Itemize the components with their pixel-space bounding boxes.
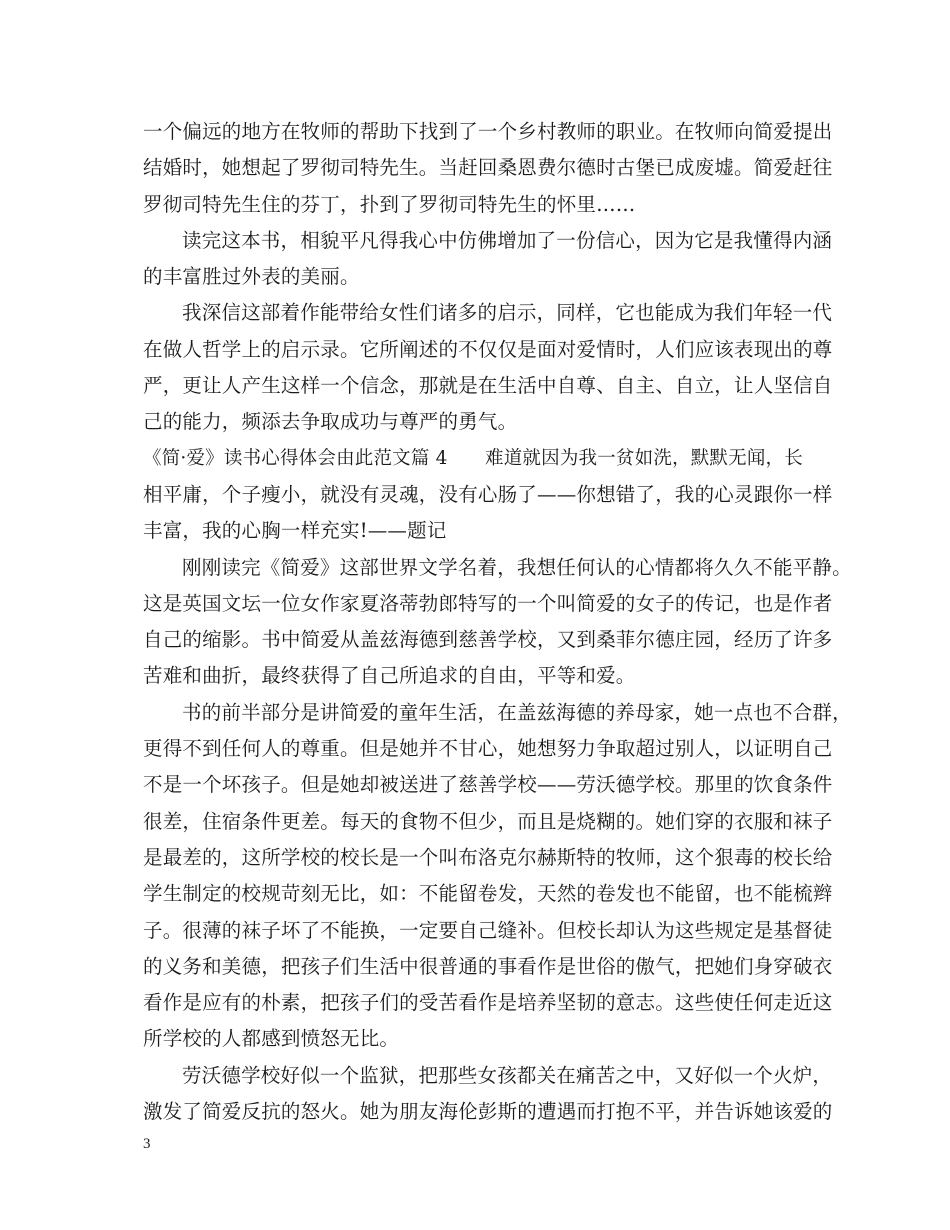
text-line: 己的能力，频添去争取成功与尊严的勇气。 [143, 410, 518, 434]
text-line: 在做人哲学上的启示录。它所阐述的不仅仅是面对爱情时，人们应该表现出的尊 [143, 337, 833, 361]
text-line: 子。很薄的袜子坏了不能换，一定要自己缝补。但校长却认为这些规定是基督徒 [143, 918, 833, 942]
text-line: 我深信这部着作能带给女性们诸多的启示，同样，它也能成为我们年轻一代 [182, 301, 833, 325]
text-line: 激发了简爱反抗的怒火。她为朋友海伦彭斯的遭遇而打抱不平，并告诉她该爱的 [143, 1100, 833, 1124]
text-line: 相平庸，个子瘦小，就没有灵魂，没有心肠了——你想错了，我的心灵跟你一样 [143, 482, 833, 506]
text-line: 自己的缩影。书中简爱从盖兹海德到慈善学校，又到桑菲尔德庄园，经历了许多 [143, 628, 833, 652]
text-line: 看作是应有的朴素，把孩子们的受苦看作是培养坚韧的意志。这些使任何走近这 [143, 991, 833, 1015]
text-line: 不是一个坏孩子。但是她却被送进了慈善学校——劳沃德学校。那里的饮食条件 [143, 773, 833, 797]
text-line: 一个偏远的地方在牧师的帮助下找到了一个乡村教师的职业。在牧师向简爱提出 [143, 120, 833, 143]
text-line: 的丰富胜过外表的美丽。 [143, 265, 360, 289]
text-line: 读完这本书，相貌平凡得我心中仿佛增加了一份信心，因为它是我懂得内涵 [182, 228, 833, 252]
text-line: 罗彻司特先生住的芬丁，扑到了罗彻司特先生的怀里…… [143, 192, 636, 216]
text-line: 很差，住宿条件更差。每天的食物不但少，而且是烧糊的。她们穿的衣服和袜子 [143, 809, 833, 833]
text-line: 刚刚读完《简爱》这部世界文学名着，我想任何认的心情都将久久不能平静。 [182, 555, 852, 579]
text-line: 劳沃德学校好似一个监狱，把那些女孩都关在痛苦之中，又好似一个火炉， [182, 1063, 833, 1087]
text-line: 是最差的，这所学校的校长是一个叫布洛克尔赫斯特的牧师，这个狠毒的校长给 [143, 845, 833, 869]
text-line: 苦难和曲折，最终获得了自己所追求的自由，平等和爱。 [143, 664, 636, 688]
text-line: 书的前半部分是讲简爱的童年生活，在盖兹海德的养母家，她一点也不合群， [182, 700, 852, 724]
text-line: 学生制定的校规苛刻无比，如：不能留卷发，天然的卷发也不能留，也不能梳辫 [143, 882, 833, 906]
text-line: 所学校的人都感到愤怒无比。 [143, 1027, 400, 1051]
page-number: 3 [143, 1136, 151, 1152]
section-heading-line: 《简·爱》读书心得体会由此范文篇 4 难道就因为我一贫如洗，默默无闻，长 [143, 447, 803, 469]
text-line: 结婚时，她想起了罗彻司特先生。当赶回桑恩费尔德时古堡已成废墟。简爱赶往 [143, 156, 833, 180]
text-line: 的义务和美德，把孩子们生活中很普通的事看作是世俗的傲气，把她们身穿破衣 [143, 954, 833, 978]
text-line: 丰富，我的心胸一样充实!——题记 [143, 519, 447, 543]
body-text [143, 114, 852, 1130]
text-line: 这是英国文坛一位女作家夏洛蒂勃郎特写的一个叫简爱的女子的传记，也是作者 [143, 591, 833, 615]
text-line: 更得不到任何人的尊重。但是她并不甘心，她想努力争取超过别人，以证明自己 [143, 737, 833, 761]
text-line: 严，更让人产生这样一个信念，那就是在生活中自尊、自主、自立，让人坚信自 [143, 374, 833, 398]
